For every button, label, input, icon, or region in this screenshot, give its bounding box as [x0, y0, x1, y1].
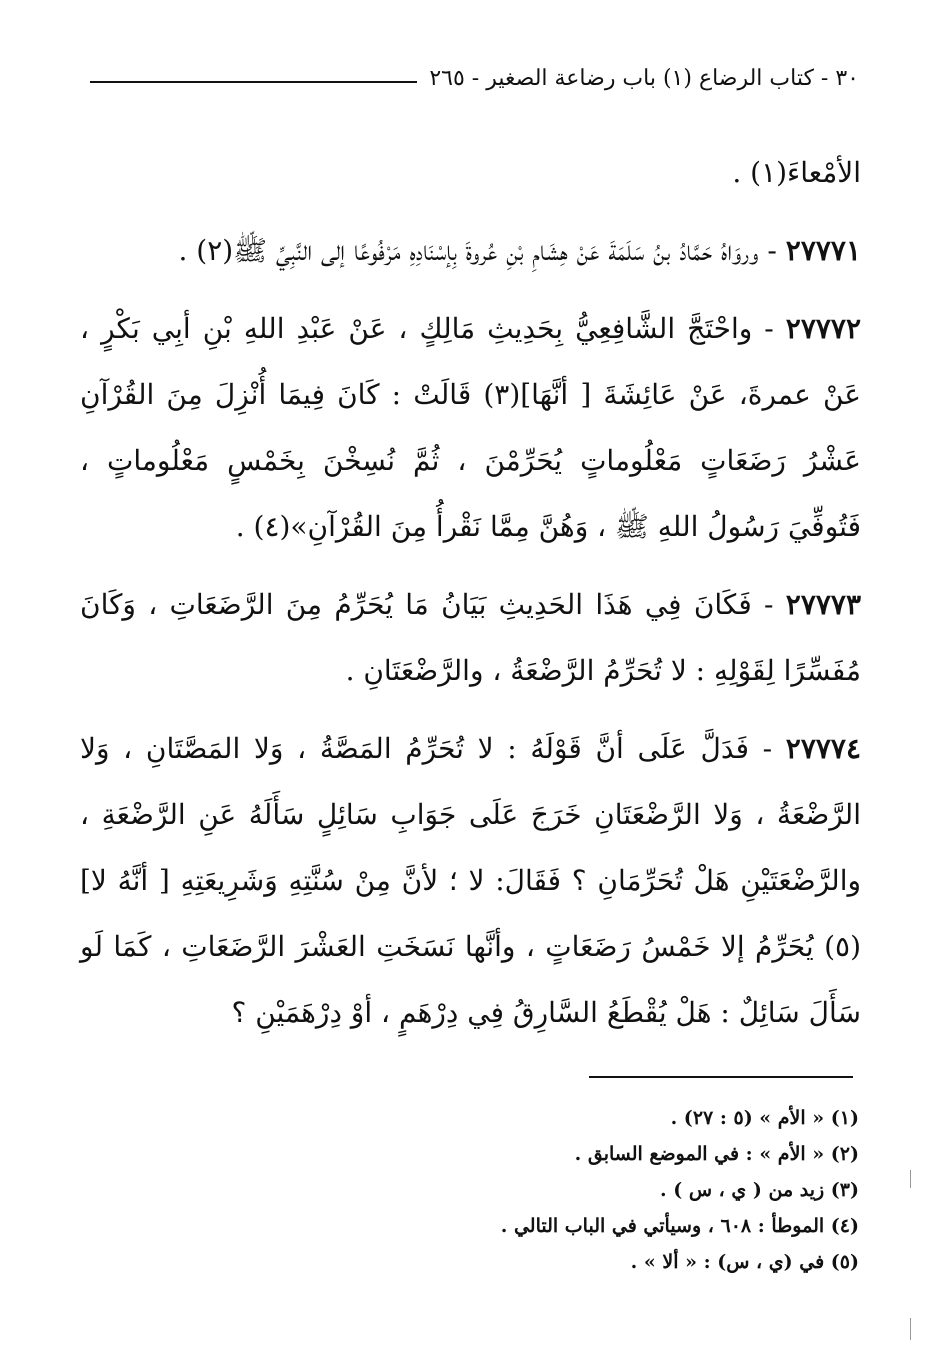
running-header-title: ٣٠ - كتاب الرضاع (١) باب رضاعة الصغير - ٢٦٥ [429, 65, 859, 91]
paragraph-text: الأمْعاءَ(١) . [732, 156, 861, 189]
paragraph-text: - فَكَانَ فِي هَذَا الحَدِيثِ بَيَانُ مَا يُحَرِّمُ مِنَ الرَّضَعَاتِ ، وَكَانَ مُفَسِّرًا لِقَوْلِهِ : لا تُحَرِّمُ الرَّضْعَةُ ، والرَّضْعَتَانِ . [80, 588, 861, 687]
header-rule [90, 81, 417, 83]
page-header [90, 58, 859, 98]
paragraph-27771 [80, 218, 861, 284]
margin-mark [910, 1318, 911, 1340]
paragraph-number: ٢٧٧٧٤ [785, 732, 861, 765]
paragraph-number: ٢٧٧٧٣ [785, 588, 861, 621]
paragraph-text: - واحْتَجَّ الشَّافِعِيُّ بِحَدِيثِ مَالِكٍ ، عَنْ عَبْدِ اللهِ بْنِ أبِي بَكْرٍ ، عَنْ عمرةَ، عَنْ عَائِشَةَ [ أنَّهَا](٣) قَالَتْ : كَانَ فِيمَا أُنْزِلَ مِنَ القُرْآنِ عَشْرُ رَضَعَاتٍ مَعْلُوماتٍ يُحَرِّمْنَ ، ثُمَّ نُسِخْنَ بِخَمْسٍ مَعْلُوماتٍ ، فَتُوفِّيَ رَسُولُ اللهِ ﷺ ، وَهُنَّ مِمَّا نَقْرأُ مِنَ القُرْآنِ»(٤) . [80, 312, 862, 543]
footnotes [80, 1100, 859, 1280]
paragraph-number: ٢٧٧٧٢ [785, 312, 861, 345]
paragraph-27774 [80, 716, 861, 1046]
footnote-separator [589, 1076, 853, 1078]
margin-mark [910, 1170, 911, 1188]
paragraph-27773 [80, 572, 861, 704]
footnote-5: (٥) في (ي ، س) : « ألا » . [630, 1251, 859, 1273]
paragraph-27772 [80, 296, 861, 560]
footnote-4: (٤) الموطأ : ٦٠٨ ، وسيأتي في الباب التالي . [500, 1215, 859, 1237]
footnote-2: (٢) « الأم » : في الموضع السابق . [574, 1143, 859, 1165]
paragraph-text: - وروَاهُ حَمَّادُ بنُ سَلَمَةَ عَنْ هِشَامِ بْنِ عُروةَ بِإسْنَادِهِ مَرْفُوعًا إلى النَّبِيِّ ﷺ(٢) . [178, 234, 786, 267]
main-text [80, 140, 861, 1058]
footnote-3: (٣) زيد من ( ي ، س ) . [660, 1179, 859, 1201]
paragraph-number: ٢٧٧٧١ [785, 234, 861, 267]
paragraph-continuation [80, 140, 861, 206]
footnote-1: (١) « الأم » (٥ : ٢٧) . [670, 1107, 859, 1129]
paragraph-text: - فَدَلَّ عَلَى أنَّ قَوْلَهُ : لا تُحَرِّمُ المَصَّةُ ، وَلا المَصَّتَانِ ، وَلا الرَّضْعَةُ ، وَلا الرَّضْعَتَانِ خَرَجَ عَلَى جَوَابِ سَائِلٍ سَأَلَهُ عَنِ الرَّضْعَةِ ، والرَّضْعَتَيْنِ هَلْ تُحَرِّمَانِ ؟ فَقَالَ: لا ؛ لأنَّ مِنْ سُنَّتِهِ وَشَرِيعَتِهِ [ أنَّهُ لا](٥) يُحَرِّمُ إلا خَمْسُ رَضَعَاتٍ ، وأنَّها نَسَخَتِ العَشْرَ الرَّضَعَاتِ ، كَمَا لَو سَأَلَ سَائِلٌ : هَلْ يُقْطَعُ السَّارِقُ فِي دِرْهَمٍ ، أوْ دِرْهَمَيْنِ ؟ [80, 732, 861, 1029]
